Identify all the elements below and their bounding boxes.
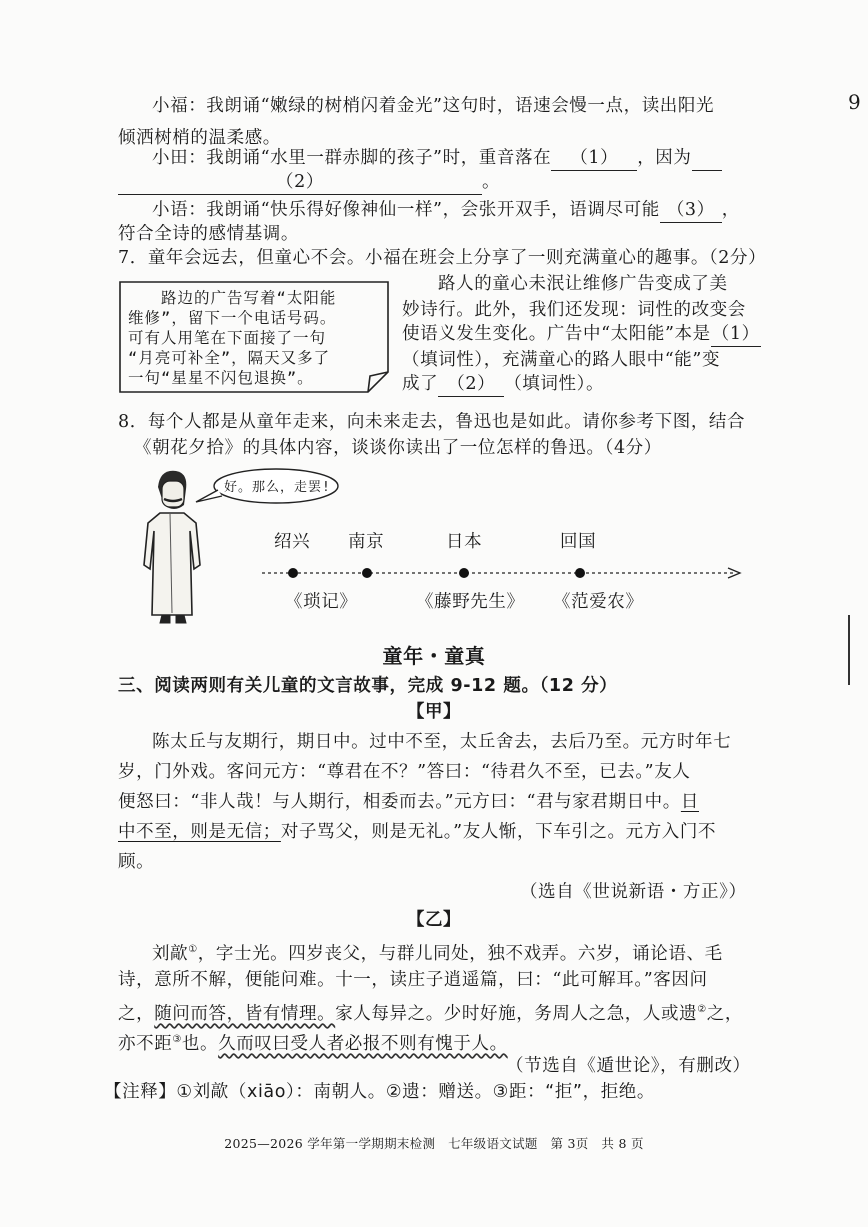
q6-xiaotian-line1 (152, 146, 722, 171)
q7-blank-2[interactable]: （2） (438, 372, 504, 397)
jia-line1: 陈太丘与友期行，期日中。过中不至，太丘舍去，去后乃至。元方时年七 (152, 732, 732, 752)
yi-wavy-sentence-2: 久而叹曰受人者必报不则有愧于人。 (218, 1033, 508, 1054)
q6-xiaotian-because: ，因为 (637, 148, 692, 168)
timeline-work-tengye: 《藤野先生》 (416, 592, 525, 612)
q7-right-line3-text: 使语义发生变化。广告中“太阳能”本是 (402, 324, 711, 344)
timeline-place-shaoxing: 绍兴 (274, 532, 311, 552)
timeline-work-suoji: 《琐记》 (285, 592, 358, 612)
jia-title: 【甲】 (406, 702, 462, 722)
q7-box-line-2: 维修”，留下一个电话号码。 (128, 309, 337, 327)
yi-note-mark-1: ① (188, 944, 198, 955)
q7-right-line1: 路人的童心未泯让维修广告变成了美 (438, 274, 728, 294)
yi-title: 【乙】 (406, 910, 462, 930)
yi-line4-b: 也。 (181, 1033, 219, 1054)
q7-blank-1[interactable]: （1） (711, 322, 761, 347)
q7-right-line5 (402, 372, 604, 397)
q6-xiaoyu-line2: 符合全诗的感情基调。 (118, 224, 299, 244)
q7-right-line5-b: （填词性）。 (504, 374, 605, 394)
speech-bubble-text: 好。那么，走罢! (224, 480, 331, 495)
jia-source: （选自《世说新语・方正》） (520, 882, 747, 902)
yi-line1-b: ，字士光。四岁丧父，与群儿同处，独不戏弄。六岁，诵论语、毛 (197, 943, 723, 964)
q7-right-line2: 妙诗行。此外，我们还发现：词性的改变会 (402, 300, 746, 320)
jia-underlined-sentence: 中不至，则是无信； (118, 822, 281, 842)
q7-right-line4: （填词性），充满童心的路人眼中“能”变 (402, 350, 721, 370)
q6-xiaoyu-text: 小语：我朗诵“快乐得好像神仙一样”，会张开双手，语调尽可能 (152, 200, 660, 220)
q6-xiaotian-line2 (118, 170, 500, 195)
yi-note-mark-3: ③ (172, 1034, 182, 1045)
q7-stem: 7．童年会远去，但童心不会。小福在班会上分享了一则充满童心的趣事。（2分） (118, 248, 767, 268)
q7-box-line-5: 一句“星星不闪包退换”。 (128, 369, 314, 387)
jia-line2: 岁，门外戏。客问元方：“尊君在不？”答曰：“待君久不至，已去。”友人 (118, 762, 691, 782)
jia-line3-text: 便怒曰：“非人哉！与人期行，相委而去。”元方曰：“君与家君期日中。 (118, 792, 681, 812)
jia-line4-rest: 对子骂父，则是无礼。”友人惭，下车引之。元方入门不 (280, 822, 717, 842)
yi-line2: 诗，意所不解，便能问难。十一，读庄子逍遥篇，曰：“此可解耳。”客因问 (118, 970, 708, 990)
yi-wavy-sentence-1: 随问而答，皆有情理。 (154, 1003, 336, 1024)
q6-xiaoyu-comma: ， (721, 200, 740, 220)
yi-line3 (118, 998, 743, 1026)
q7-right-line3 (402, 322, 761, 347)
q7-right-line5-a: 成了 (402, 374, 439, 394)
q6-xiaofu-line1: 小福：我朗诵“嫩绿的树梢闪着金光”这句时，语速会慢一点，读出阳光 (152, 96, 715, 116)
q6-xiaoyu-line1 (152, 198, 740, 223)
speech-bubble (192, 466, 340, 506)
yi-line3-a: 之， (118, 1003, 155, 1024)
q7-box-line-3: 可有人用笔在下面接了一句 (128, 329, 327, 347)
q6-xiaofu-line2: 倾洒树梢的温柔感。 (118, 128, 281, 148)
q8-line2: 《朝花夕拾》的具体内容，谈谈你读出了一位怎样的鲁迅。（4分） (134, 438, 662, 458)
q6-blank-3[interactable]: （3） (660, 198, 722, 223)
q7-box-line-1: 路边的广告写着“太阳能 (128, 289, 337, 307)
q8-line1: 8．每个人都是从童年走来，向未来走去，鲁迅也是如此。请你参考下图，结合 (118, 412, 746, 432)
yi-line1-a: 刘歊 (152, 943, 189, 964)
q6-xiaotian-end: 。 (482, 172, 501, 192)
timeline-dot-japan (459, 568, 469, 578)
yi-line4-a: 亦不距 (118, 1033, 173, 1054)
timeline-place-return: 回国 (560, 532, 597, 552)
q6-xiaotian-text: 小田：我朗诵“水里一群赤脚的孩子”时，重音落在 (152, 148, 552, 168)
yi-line3-c: 之， (706, 1003, 743, 1024)
part3-heading: 三、阅读两则有关儿童的文言故事，完成 9-12 题。（12 分） (118, 676, 618, 696)
yi-note-mark-2: ② (697, 1004, 707, 1015)
yi-line4 (118, 1028, 508, 1056)
jia-line4 (118, 820, 716, 844)
timeline-dot-nanjing (362, 568, 372, 578)
jia-line5: 顾。 (118, 852, 155, 872)
page-footer: 2025—2026 学年第一学期期末检测 七年级语文试题 第 3页 共 8 页 (224, 1136, 644, 1151)
q7-anecdote-box (118, 280, 388, 392)
yi-line3-b: 家人每异之。少时好施，务周人之急，人或遗 (335, 1003, 698, 1024)
timeline-work-fanainong: 《范爱农》 (553, 592, 644, 612)
jia-line3 (118, 790, 699, 814)
timeline-place-japan: 日本 (446, 532, 483, 552)
q6-blank-2-start[interactable] (692, 146, 722, 171)
timeline-axis (260, 563, 760, 583)
jia-underlined-start: 日 (680, 792, 699, 812)
section-title: 童年・童真 (382, 644, 486, 668)
timeline-place-nanjing: 南京 (348, 532, 385, 552)
q6-blank-1[interactable]: （1） (551, 146, 637, 171)
timeline-dot-return (575, 568, 585, 578)
yi-source: （节选自《遁世论》，有删改） (506, 1056, 751, 1076)
timeline-dot-shaoxing (288, 568, 298, 578)
yi-line1 (152, 938, 723, 966)
edge-page-number: 9 (848, 90, 862, 114)
q7-box-line-4: “月亮可补全”，隔天又多了 (128, 349, 331, 367)
q6-blank-2[interactable]: （2） (118, 170, 482, 195)
yi-notes: 【注释】①刘歊（xiāo）：南朝人。②遗：赠送。③距：“拒”，拒绝。 (104, 1082, 655, 1102)
